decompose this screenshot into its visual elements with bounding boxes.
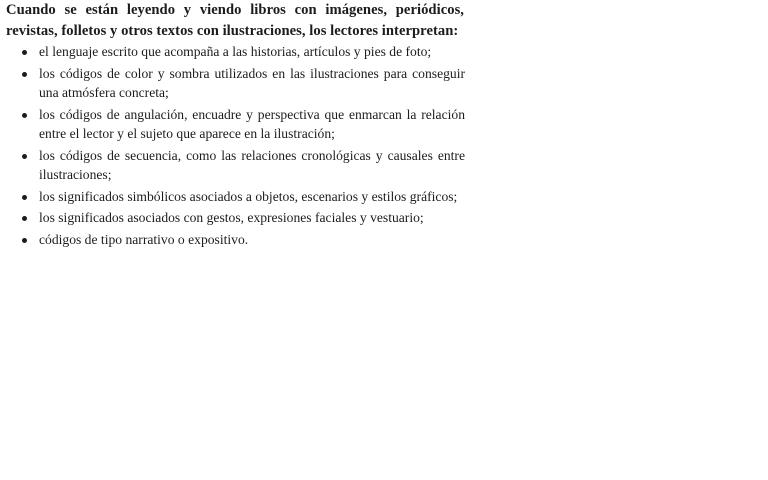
list-item <box>22 146 465 185</box>
list-item-text: los códigos de angulación, encuadre y perspectiva que enmarcan la relación entre el lector y el sujeto que aparece en la ilustración; <box>39 106 465 141</box>
bullet-icon <box>22 72 27 77</box>
bullet-icon <box>22 113 27 118</box>
list-item <box>22 208 465 228</box>
intro-paragraph: Cuando se están leyendo y viendo libros con imágenes, periódicos, revistas, folletos y otros textos con ilustraciones, los lectores interpretan: <box>6 2 464 39</box>
list-item-text: los significados asociados con gestos, expresiones faciales y vestuario; <box>39 210 424 225</box>
list-item <box>22 187 465 207</box>
bullet-icon <box>22 154 27 159</box>
list-item-text: códigos de tipo narrativo o expositivo. <box>39 231 249 247</box>
bullet-icon <box>22 50 27 55</box>
list-item <box>22 105 465 144</box>
list-item <box>22 42 465 62</box>
bullet-icon <box>22 238 27 243</box>
list-item-text: los códigos de secuencia, como las relaciones cronológicas y causales entre ilustraciones; <box>39 147 465 182</box>
list-item <box>22 230 465 250</box>
list-item-text: los significados simbólicos asociados a objetos, escenarios y estilos gráficos; <box>39 188 458 204</box>
bullet-icon <box>22 195 27 200</box>
bullet-list <box>22 42 465 251</box>
bullet-icon <box>22 216 27 221</box>
list-item <box>22 64 465 103</box>
list-item-text: el lenguaje escrito que acompaña a las historias, artículos y pies de foto; <box>39 44 432 59</box>
list-item-text: los códigos de color y sombra utilizados en las ilustraciones para conseguir una atmósfera concreta; <box>39 65 465 100</box>
